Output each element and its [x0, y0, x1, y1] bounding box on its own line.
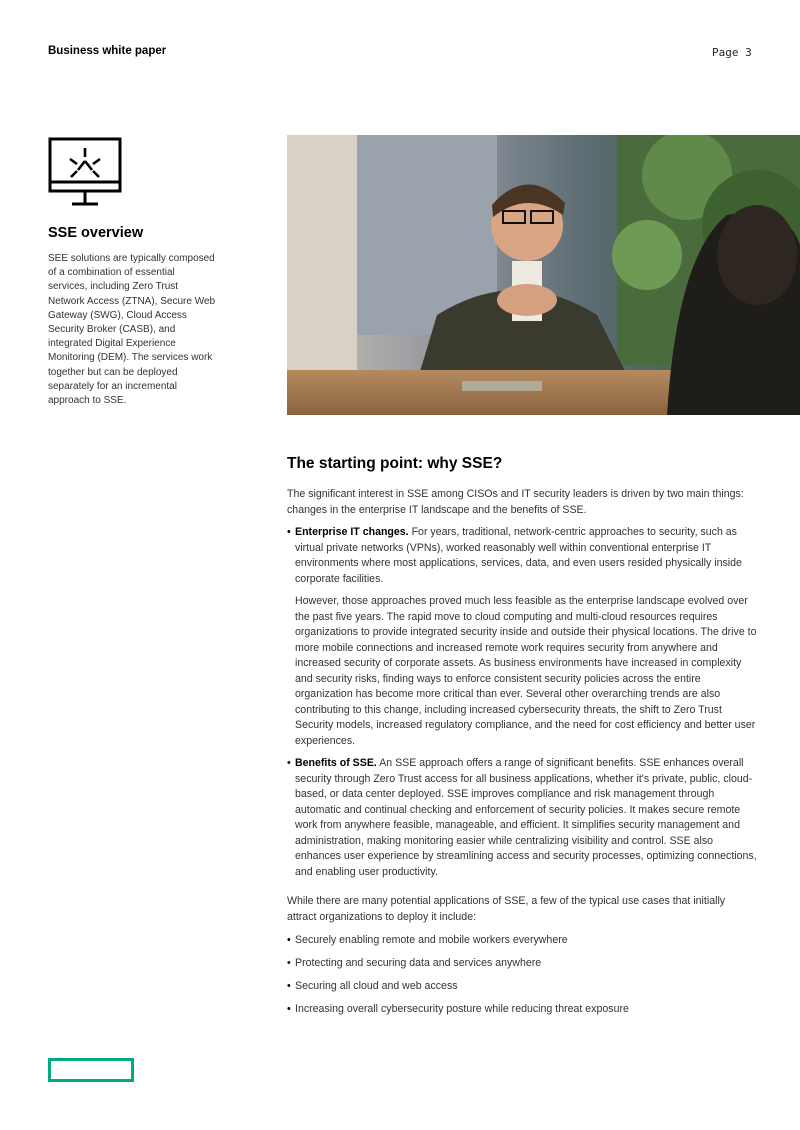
bullet-label: Benefits of SSE.	[295, 757, 377, 769]
use-cases-intro: While there are many potential applications of SSE, a few of the typical use cases that initially attract organizations to deploy it include:	[287, 895, 726, 923]
hpe-logo-rectangle-icon	[48, 1058, 134, 1082]
list-item: • Securing all cloud and web access	[287, 980, 458, 992]
list-item: • Securely enabling remote and mobile workers everywhere	[287, 934, 568, 946]
bullet-dot: •	[287, 757, 291, 769]
bullet-text: For years, traditional, network-centric approaches to security, such as virtual private networks (VPNs), worked reasonably well within conventional enterprise IT environments where most applications, services, data, and even users resided physically inside corporate facilities.	[295, 526, 742, 585]
bullet-enterprise-it-changes	[287, 525, 757, 587]
bullet-dot: •	[287, 526, 291, 538]
page-number: Page 3	[712, 46, 752, 59]
document-type-label: Business white paper	[48, 45, 167, 57]
sidebar-body: SEE solutions are typically composed of a combination of essential services, including Zero Trust Network Access (ZTNA), Secure Web Gateway (SWG), Cloud Access Security Broker (CASB), and integrated Digital Experience Monitoring (DEM). The services work together but can be deployed separately for an incremental approach to SSE.	[48, 253, 216, 407]
bullet-label: Enterprise IT changes.	[295, 526, 409, 538]
meeting-photo	[287, 135, 800, 415]
list-item: • Increasing overall cybersecurity posture while reducing threat exposure	[287, 1003, 629, 1015]
monitor-network-icon	[48, 137, 122, 209]
section-heading: The starting point: why SSE?	[287, 455, 503, 472]
sidebar-title: SSE overview	[48, 225, 144, 241]
bullet-text: An SSE approach offers a range of significant benefits. SSE enhances overall security through Zero Trust access for all business applications, whether it's private, public, cloud-based, or data center deployed. SSE improves compliance and risk management through automatic and continual checking and enforcement of security policies. It makes secure remote work from anywhere feasible, manageable, and efficient. It simplifies security management and administration, making monitoring easier while centralizing visibility and control. SSE also enhances user experience by streamlining access and security processes, optimizing connections, and enabling user productivity.	[295, 757, 757, 878]
main-content	[287, 455, 757, 1025]
intro-paragraph: The significant interest in SSE among CISOs and IT security leaders is driven by two main things: changes in the enterprise IT landscape and the benefits of SSE.	[287, 488, 744, 516]
bullet-continuation: However, those approaches proved much less feasible as the enterprise landscape evolved over the past five years. The rapid move to cloud computing and multi-cloud resources requires organizations to provide integrated security inside and outside their physical locations. The drive to more mobile connections and increased remote work requires security from anywhere and increased security of corporate assets. As business environments have increased in complexity and security risks, finding ways to enforce consistent security policies across the entire organization has become more critical than ever. Several other overarching trends are also contributing to this change, including increased cybersecurity threats, the shift to Zero Trust Security models, increased regulatory compliance, and the need for cost efficiency and better user experiences.	[295, 595, 757, 747]
bullet-benefits-of-sse	[287, 756, 757, 880]
list-item: • Protecting and securing data and services anywhere	[287, 957, 542, 969]
